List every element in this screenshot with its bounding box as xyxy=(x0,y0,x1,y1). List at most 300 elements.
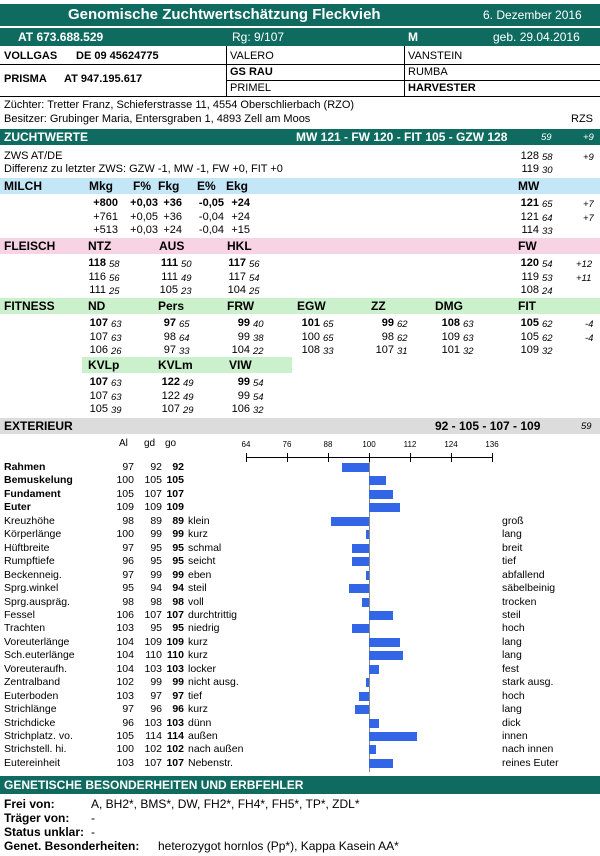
fitness-value-b: 62 xyxy=(397,319,408,330)
trait-bar xyxy=(369,719,379,728)
trait-go: 95 xyxy=(172,622,184,635)
trait-name: Kreuzhöhe xyxy=(4,514,55,527)
trait-gd: 99 xyxy=(150,528,162,541)
trait-gd: 114 xyxy=(145,730,162,742)
trait-al: 97 xyxy=(122,703,134,716)
milch-value: +24 xyxy=(163,224,182,236)
milch-h-ep: E% xyxy=(197,179,216,193)
trait-left-label: kurz xyxy=(188,635,208,648)
fleisch-value-b: 25 xyxy=(109,286,120,297)
trait-name: Rumpftiefe xyxy=(4,555,55,568)
fitness-head: FIT xyxy=(518,299,536,313)
trait-right-label: säbelbeinig xyxy=(502,582,556,595)
milch-mw-b: 65 xyxy=(542,199,553,210)
fleisch-fw-b: 53 xyxy=(542,272,553,284)
status-value: - xyxy=(91,825,95,839)
fitness-value: 99 xyxy=(237,330,250,343)
fitness-value: 109 xyxy=(441,330,460,343)
milch-mw: 114 xyxy=(521,224,539,236)
fitness-value-b: 65 xyxy=(323,332,334,344)
trait-name: Hüftbreite xyxy=(4,541,50,554)
scale-label: 88 xyxy=(323,440,333,449)
milch-value: -0,04 xyxy=(198,224,224,236)
trait-bar xyxy=(366,530,369,539)
trait-bar xyxy=(352,624,369,633)
fitness-value-2: 107 xyxy=(89,376,108,388)
fleisch-h-aus: AUS xyxy=(159,239,185,253)
trait-name: Körperlänge xyxy=(4,528,62,541)
fitness-value: 100 xyxy=(301,330,320,343)
fitness-value-2: 107 xyxy=(161,403,180,415)
trait-right-label: lang xyxy=(502,635,522,648)
fleisch-value-b: 58 xyxy=(109,259,120,270)
fleisch-value-b: 56 xyxy=(109,272,120,284)
fitness-head: ND xyxy=(88,299,106,313)
milch-h-fp: F% xyxy=(133,179,151,193)
trait-bar xyxy=(352,557,369,566)
milch-value: -0,04 xyxy=(198,210,224,223)
trait-go: 102 xyxy=(166,743,184,756)
trait-right-label: tief xyxy=(502,555,517,568)
fitness-value-2: 122 xyxy=(161,376,180,388)
fleisch-value-b: 23 xyxy=(181,286,192,297)
fitness-value-b: 63 xyxy=(463,319,474,330)
trait-left-label: niedrig xyxy=(188,622,220,635)
milch-h-mkg: Mkg xyxy=(89,179,113,193)
trait-right-label: groß xyxy=(502,514,524,527)
fitness-value-b: 32 xyxy=(542,346,553,357)
trait-al: 104 xyxy=(116,649,134,662)
fleisch-value-b: 54 xyxy=(249,272,260,284)
milch-value: -0,05 xyxy=(198,197,224,209)
fitness-head-2: KVLp xyxy=(88,358,120,372)
fitness-value-2-b: 49 xyxy=(183,391,194,403)
trait-bar xyxy=(369,732,417,741)
fitness-value: 109 xyxy=(520,344,539,356)
trait-name: Voreuteraufh. xyxy=(4,662,68,675)
fitness-value-2-b: 29 xyxy=(183,405,194,416)
trait-left-label: außen xyxy=(188,730,218,742)
milch-title: MILCH xyxy=(4,179,42,193)
fitness-value-b: 62 xyxy=(397,332,408,344)
trait-gd: 96 xyxy=(150,703,162,716)
trait-al: 103 xyxy=(116,622,134,635)
sire-id: DE 09 45624775 xyxy=(76,50,159,62)
trait-gd: 105 xyxy=(144,474,162,487)
milch-value: +761 xyxy=(93,210,118,223)
trait-right-label: steil xyxy=(502,608,521,621)
frei-label: Frei von: xyxy=(4,797,55,811)
trait-go: 92 xyxy=(172,461,184,473)
fitness-value-b: 63 xyxy=(111,319,122,330)
ext-head-al: Al xyxy=(119,438,128,449)
trait-name: Euterboden xyxy=(4,689,59,702)
trait-left-label: kurz xyxy=(188,649,208,662)
trait-name: Strichdicke xyxy=(4,716,56,729)
trait-go: 95 xyxy=(172,555,184,568)
gzw-d: +9 xyxy=(583,152,594,163)
trait-al: 103 xyxy=(116,689,134,702)
trait-bar xyxy=(359,692,369,701)
fitness-value-b: 63 xyxy=(111,332,122,344)
trait-al: 102 xyxy=(116,676,134,689)
trait-bar xyxy=(369,503,400,512)
trait-al: 97 xyxy=(122,541,134,554)
trait-go: 97 xyxy=(172,689,184,702)
exterieur-summary-b: 59 xyxy=(581,421,592,432)
trait-bar xyxy=(342,463,369,472)
trait-left-label: nach außen xyxy=(188,743,244,756)
gzw-b: 58 xyxy=(542,152,553,163)
trait-bar xyxy=(366,678,369,687)
frei-value: A, BH2*, BMS*, DW, FH2*, FH4*, FH5*, TP*, ZDL* xyxy=(91,797,360,811)
fitness-d: -4 xyxy=(585,332,594,344)
trait-name: Strichlänge xyxy=(4,703,57,716)
trait-right-label: lang xyxy=(502,703,522,716)
fitness-head: ZZ xyxy=(371,299,386,313)
trait-go: 99 xyxy=(172,568,184,581)
milch-value: +24 xyxy=(231,197,250,209)
besonderheiten-value: heterozygot hornlos (Pp*), Kappa Kasein AA* xyxy=(158,839,399,853)
trait-al: 100 xyxy=(116,474,134,487)
trait-al: 96 xyxy=(122,716,134,729)
fleisch-fw: 108 xyxy=(520,284,539,296)
fitness-d: -4 xyxy=(585,319,594,330)
trait-name: Sprg.auspräg. xyxy=(4,595,70,608)
trait-al: 95 xyxy=(122,582,134,595)
trait-gd: 109 xyxy=(144,635,162,648)
trait-al: 96 xyxy=(122,555,134,568)
traeger-value: - xyxy=(91,811,95,825)
trait-left-label: durchtrittig xyxy=(188,608,238,621)
milch-value: +0,03 xyxy=(130,197,158,209)
fitness-head: FRW xyxy=(227,299,255,313)
trait-gd: 109 xyxy=(144,501,162,514)
scale-label: 136 xyxy=(485,440,499,449)
trait-go: 98 xyxy=(172,595,184,608)
owner-line: Besitzer: Grubinger Maria, Entersgraben 1, 4893 Zell am Moos xyxy=(4,113,311,125)
trait-bar xyxy=(369,490,393,499)
fitness-value: 98 xyxy=(163,330,176,343)
fitness-value: 105 xyxy=(520,317,539,329)
sire-name: VOLLGAS xyxy=(4,50,58,62)
fleisch-value: 111 xyxy=(161,270,178,283)
animal-sex: M xyxy=(408,30,418,44)
trait-right-label: hoch xyxy=(502,622,525,635)
trait-right-label: stark ausg. xyxy=(502,676,554,689)
trait-right-label: lang xyxy=(502,649,522,662)
fitness-value-2: 99 xyxy=(237,389,250,402)
trait-al: 100 xyxy=(116,528,134,541)
scale-label: 100 xyxy=(362,440,376,449)
trait-go: 89 xyxy=(172,514,184,527)
trait-gd: 102 xyxy=(144,743,162,756)
fitness-value: 107 xyxy=(375,344,394,356)
fitness-value-2-b: 32 xyxy=(253,405,264,416)
animal-id: AT 673.688.529 xyxy=(18,30,104,44)
trait-bar xyxy=(369,476,386,485)
trait-go: 105 xyxy=(166,474,184,487)
trait-go: 109 xyxy=(166,501,184,514)
trait-left-label: kurz xyxy=(188,703,208,716)
fleisch-h-ntz: NTZ xyxy=(88,239,112,253)
fleisch-h-fw: FW xyxy=(518,239,537,253)
milch-value: +36 xyxy=(163,210,182,223)
trait-name: Sprg.winkel xyxy=(4,582,59,595)
trait-bar xyxy=(362,598,369,607)
fitness-value: 101 xyxy=(441,344,460,356)
fitness-value-2-b: 54 xyxy=(253,391,264,403)
trait-al: 105 xyxy=(116,730,134,742)
fleisch-value: 118 xyxy=(88,257,106,269)
pedigree-sd: VANSTEIN xyxy=(408,50,463,62)
trait-go: 99 xyxy=(172,676,184,689)
trait-al: 98 xyxy=(122,595,134,608)
milch-value: +0,03 xyxy=(130,224,158,236)
trait-gd: 99 xyxy=(150,568,162,581)
milch-value: +24 xyxy=(231,210,250,223)
trait-go: 103 xyxy=(166,662,184,675)
fitness-title: FITNESS xyxy=(4,299,55,313)
trait-gd: 89 xyxy=(150,514,162,527)
milch-h-mw: MW xyxy=(518,179,540,193)
scale-label: 124 xyxy=(444,440,458,449)
trait-left-label: kurz xyxy=(188,528,208,541)
fitness-value: 99 xyxy=(237,317,250,329)
fitness-value: 97 xyxy=(163,344,176,356)
pedigree-dds: PRIMEL xyxy=(230,82,271,94)
traeger-label: Träger von: xyxy=(4,811,70,825)
trait-go: 96 xyxy=(172,703,184,716)
pedigree-ds: GS RAU xyxy=(230,66,273,78)
gzw-value-2: 119 xyxy=(521,163,539,175)
trait-go: 114 xyxy=(167,730,184,742)
ext-head-gd: gd xyxy=(144,438,156,449)
animal-rank: Rg: 9/107 xyxy=(232,30,285,44)
trait-name: Strichstell. hi. xyxy=(4,743,67,756)
trait-name: Strichplatz. vo. xyxy=(4,730,73,742)
trait-right-label: nach innen xyxy=(502,743,554,756)
pedigree-ss: VALERO xyxy=(230,50,274,62)
trait-right-label: trocken xyxy=(502,595,537,608)
fitness-value-2: 105 xyxy=(89,403,108,415)
trait-al: 98 xyxy=(122,514,134,527)
trait-name: Rahmen xyxy=(4,461,46,473)
trait-gd: 97 xyxy=(150,689,162,702)
zuchtwerte-title: ZUCHTWERTE xyxy=(4,130,88,144)
trait-right-label: abfallend xyxy=(502,568,545,581)
fitness-value: 97 xyxy=(163,317,176,329)
fitness-value: 107 xyxy=(89,317,108,329)
fitness-value-b: 33 xyxy=(323,346,334,357)
trait-go: 103 xyxy=(166,716,184,729)
fleisch-value: 111 xyxy=(160,257,178,269)
trait-name: Zentralband xyxy=(4,676,61,689)
fitness-value-b: 26 xyxy=(111,346,122,357)
fitness-value: 106 xyxy=(89,344,108,356)
trait-name: Fundament xyxy=(4,487,61,500)
trait-left-label: tief xyxy=(188,689,203,702)
trait-left-label: klein xyxy=(188,514,210,527)
fleisch-value-b: 56 xyxy=(249,259,260,270)
trait-bar xyxy=(331,517,369,526)
gzw-value: 128 xyxy=(520,150,539,162)
trait-bar xyxy=(369,638,400,647)
diff-label: Differenz zu letzter ZWS: GZW -1, MW -1, FW +0, FIT +0 xyxy=(4,163,283,175)
scale-tick xyxy=(492,453,493,462)
fitness-head: Pers xyxy=(158,299,185,313)
scale-label: 76 xyxy=(282,440,292,449)
trait-gd: 95 xyxy=(150,622,162,635)
fitness-value-b: 65 xyxy=(179,319,190,330)
fitness-value-2-b: 63 xyxy=(111,378,122,389)
trait-left-label: Nebenstr. xyxy=(188,756,233,769)
fitness-value: 107 xyxy=(89,330,108,343)
zuchtwerte-summary-b: 59 xyxy=(541,132,552,143)
trait-bar xyxy=(369,759,393,768)
fitness-value-2: 99 xyxy=(237,376,250,388)
trait-al: 106 xyxy=(116,608,134,621)
milch-mw-b: 64 xyxy=(542,212,553,224)
zuchtwerte-summary: MW 121 - FW 120 - FIT 105 - GZW 128 xyxy=(296,130,508,144)
trait-name: Eutereinheit xyxy=(4,756,61,769)
fleisch-fw: 120 xyxy=(520,257,539,269)
pedigree-ddd: HARVESTER xyxy=(408,82,476,94)
fitness-value-b: 22 xyxy=(253,346,264,357)
trait-left-label: nicht ausg. xyxy=(188,676,239,689)
trait-gd: 94 xyxy=(150,582,162,595)
trait-left-label: seicht xyxy=(188,555,216,568)
trait-go: 107 xyxy=(166,487,184,500)
fleisch-value: 116 xyxy=(88,270,106,283)
trait-gd: 110 xyxy=(145,649,162,662)
trait-left-label: schmal xyxy=(188,541,222,554)
breeder-line: Züchter: Tretter Franz, Schieferstrasse 11, 4554 Oberschlierbach (RZO) xyxy=(4,99,355,111)
trait-name: Fessel xyxy=(4,608,35,621)
fleisch-fw-b: 54 xyxy=(542,259,553,270)
fitness-value-b: 31 xyxy=(397,346,408,357)
trait-gd: 99 xyxy=(150,676,162,689)
fitness-value-b: 62 xyxy=(542,319,553,330)
trait-name: Sch.euterlänge xyxy=(4,649,75,662)
fitness-value-2: 106 xyxy=(231,403,250,415)
trait-bar xyxy=(369,745,376,754)
trait-go: 99 xyxy=(172,528,184,541)
fitness-value-b: 33 xyxy=(179,346,190,357)
trait-al: 97 xyxy=(122,461,134,473)
fitness-head-2: KVLm xyxy=(158,358,193,372)
trait-left-label: eben xyxy=(188,568,212,581)
fitness-head: EGW xyxy=(297,299,326,313)
fitness-value: 101 xyxy=(301,317,320,329)
trait-gd: 107 xyxy=(144,756,162,769)
trait-al: 97 xyxy=(122,568,134,581)
dam-name: PRISMA xyxy=(4,73,47,85)
fleisch-value: 111 xyxy=(89,284,106,296)
milch-value: +800 xyxy=(93,197,118,209)
fitness-value: 108 xyxy=(441,317,460,329)
trait-left-label: voll xyxy=(188,595,204,608)
trait-right-label: lang xyxy=(502,528,522,541)
trait-gd: 103 xyxy=(144,716,162,729)
exterieur-summary: 92 - 105 - 107 - 109 xyxy=(435,419,541,433)
fleisch-value: 105 xyxy=(159,284,178,296)
trait-gd: 98 xyxy=(150,595,162,608)
trait-bar xyxy=(355,705,369,714)
trait-left-label: dünn xyxy=(188,716,212,729)
trait-go: 107 xyxy=(166,756,184,769)
milch-h-ekg: Ekg xyxy=(226,179,249,193)
trait-al: 105 xyxy=(116,487,134,500)
scale-axis xyxy=(246,457,492,458)
trait-right-label: dick xyxy=(502,716,521,729)
milch-mw: 121 xyxy=(520,210,539,223)
fleisch-value: 117 xyxy=(228,270,246,283)
zuchtwerte-summary-d: +9 xyxy=(583,132,594,143)
trait-al: 104 xyxy=(116,662,134,675)
trait-name: Voreuterlänge xyxy=(4,635,70,648)
dam-id: AT 947.195.617 xyxy=(64,73,143,85)
fitness-value: 99 xyxy=(381,317,394,329)
trait-bar xyxy=(349,584,370,593)
trait-go: 95 xyxy=(172,541,184,554)
trait-bar xyxy=(352,544,369,553)
trait-gd: 95 xyxy=(150,555,162,568)
fleisch-h-hkl: HKL xyxy=(227,239,252,253)
milch-value: +15 xyxy=(231,224,250,236)
report-date: 6. Dezember 2016 xyxy=(483,8,582,22)
trait-name: Euter xyxy=(4,501,31,514)
fleisch-title: FLEISCH xyxy=(4,239,56,253)
trait-left-label: locker xyxy=(188,662,217,675)
fitness-head: DMG xyxy=(435,299,463,313)
trait-go: 107 xyxy=(166,608,184,621)
fleisch-value: 104 xyxy=(227,284,246,296)
fitness-value-b: 40 xyxy=(253,319,264,330)
trait-right-label: fest xyxy=(502,662,519,675)
trait-name: Bemuskelung xyxy=(4,474,73,487)
milch-mw-d: +7 xyxy=(583,199,594,210)
trait-right-label: breit xyxy=(502,541,523,554)
trait-right-label: hoch xyxy=(502,689,525,702)
animal-born: geb. 29.04.2016 xyxy=(493,30,580,44)
fitness-value: 98 xyxy=(381,330,394,343)
fitness-value-2: 107 xyxy=(89,389,108,402)
genetics-title: GENETISCHE BESONDERHEITEN UND ERBFEHLER xyxy=(4,778,304,792)
fleisch-fw: 119 xyxy=(521,270,539,283)
fitness-value-2: 122 xyxy=(161,389,180,402)
fitness-value-b: 64 xyxy=(179,332,190,344)
trait-al: 104 xyxy=(116,635,134,648)
milch-h-fkg: Fkg xyxy=(158,179,180,193)
fitness-value-b: 63 xyxy=(463,332,474,344)
fitness-value: 108 xyxy=(301,344,320,356)
gzw-b-2: 30 xyxy=(542,165,553,176)
zws-label: ZWS AT/DE xyxy=(4,150,63,162)
fleisch-fw-d: +12 xyxy=(576,259,593,270)
trait-left-label: steil xyxy=(188,582,207,595)
fitness-value-b: 32 xyxy=(463,346,474,357)
trait-bar xyxy=(369,611,393,620)
fitness-value: 104 xyxy=(231,344,250,356)
fleisch-value-b: 25 xyxy=(249,286,260,297)
trait-go: 94 xyxy=(172,582,184,595)
trait-right-label: innen xyxy=(502,730,528,742)
trait-go: 109 xyxy=(166,635,184,648)
fitness-value-2-b: 54 xyxy=(253,378,264,389)
trait-al: 100 xyxy=(116,743,134,756)
milch-mw-d: +7 xyxy=(583,212,594,224)
